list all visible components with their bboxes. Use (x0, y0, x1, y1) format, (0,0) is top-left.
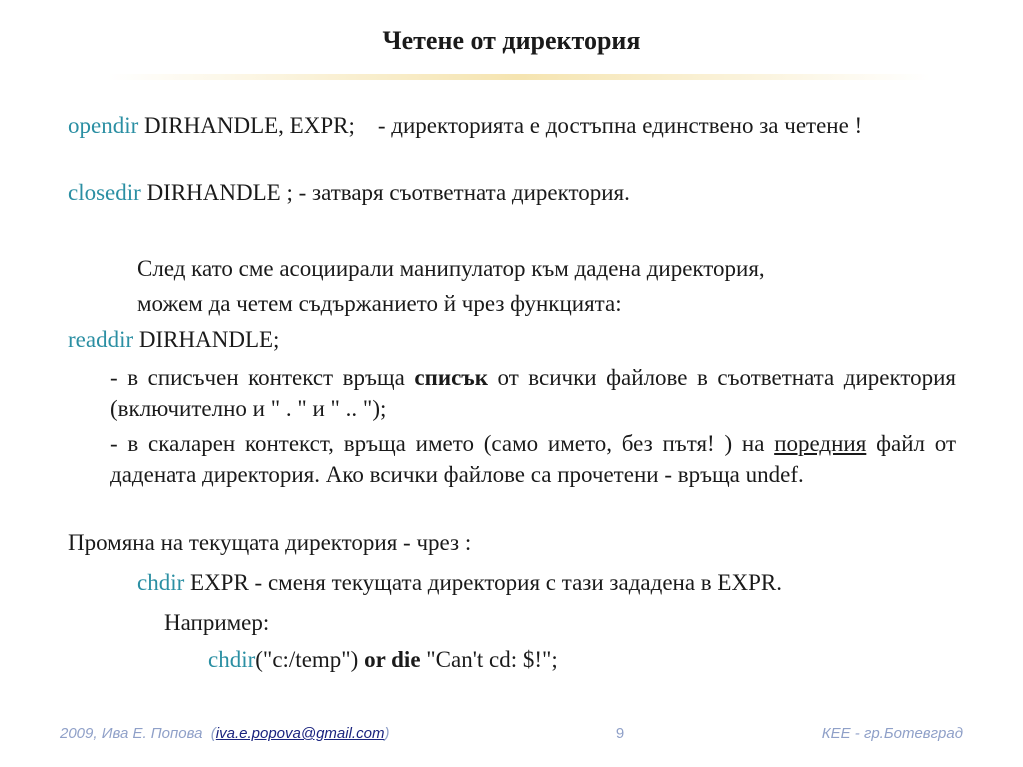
readdir-line (68, 324, 956, 355)
example-die-message: "Can't cd: $!"; (420, 647, 558, 672)
footer-close-paren: ) (384, 725, 390, 742)
footer-author (60, 725, 389, 742)
readdir-description: DIRHANDLE; (133, 327, 280, 352)
example-or-die: or die (364, 647, 421, 672)
footer-email-link[interactable]: iva.e.popova@gmail.com (215, 725, 385, 742)
opendir-line (68, 110, 998, 141)
list-context-item (110, 362, 962, 424)
example-chdir-keyword: chdir (208, 647, 256, 672)
closedir-keyword: closedir (68, 180, 141, 205)
chdir-line (137, 567, 956, 598)
chdir-keyword: chdir (137, 570, 185, 595)
footer-year: 2009, (60, 725, 102, 742)
page-number: 9 (615, 725, 625, 742)
title-divider (108, 74, 930, 80)
opendir-description: DIRHANDLE, EXPR; - директорията е достъпна единствено за четене ! (138, 113, 863, 138)
footer-open-paren: ( (202, 725, 216, 742)
footer-organization: КЕЕ - гр.Ботевград (821, 725, 963, 742)
change-dir-line: Промяна на текущата директория - чрез : (68, 530, 472, 555)
readdir-keyword: readdir (68, 327, 134, 352)
example-code-line (208, 644, 956, 675)
scalar-context-after: файл от дадената директория. Ако всички файлове са прочетени - връща undef. (110, 431, 962, 487)
list-context-before: - в списъчен контекст връща (110, 365, 415, 390)
scalar-context-item (110, 428, 962, 490)
scalar-context-before: - в скаларен контекст, връща името (само името, без пътя! ) на (110, 431, 775, 456)
footer-author-name: Ива Е. Попова (101, 725, 203, 742)
chdir-description: EXPR - сменя текущата директория с тази зададена в EXPR. (184, 570, 782, 595)
closedir-description: DIRHANDLE ; - затваря съответната директория. (140, 180, 630, 205)
example-chdir-arg: ("c:/temp") (255, 647, 365, 672)
intro-line-2: можем да четем съдържанието й чрез функцията: (137, 291, 622, 316)
example-label: Например: (164, 610, 270, 635)
closedir-line (68, 177, 956, 208)
scalar-context-underlined: поредния (774, 431, 867, 456)
intro-line-1: След като сме асоциирали манипулатор към дадена директория, (137, 256, 765, 281)
opendir-keyword: opendir (68, 113, 139, 138)
slide-title: Четене от директория (382, 26, 641, 55)
list-context-bold: списък (414, 365, 488, 390)
list-context-after: от всички файлове в съответната директория (включително и " . " и " .. "); (110, 365, 962, 421)
